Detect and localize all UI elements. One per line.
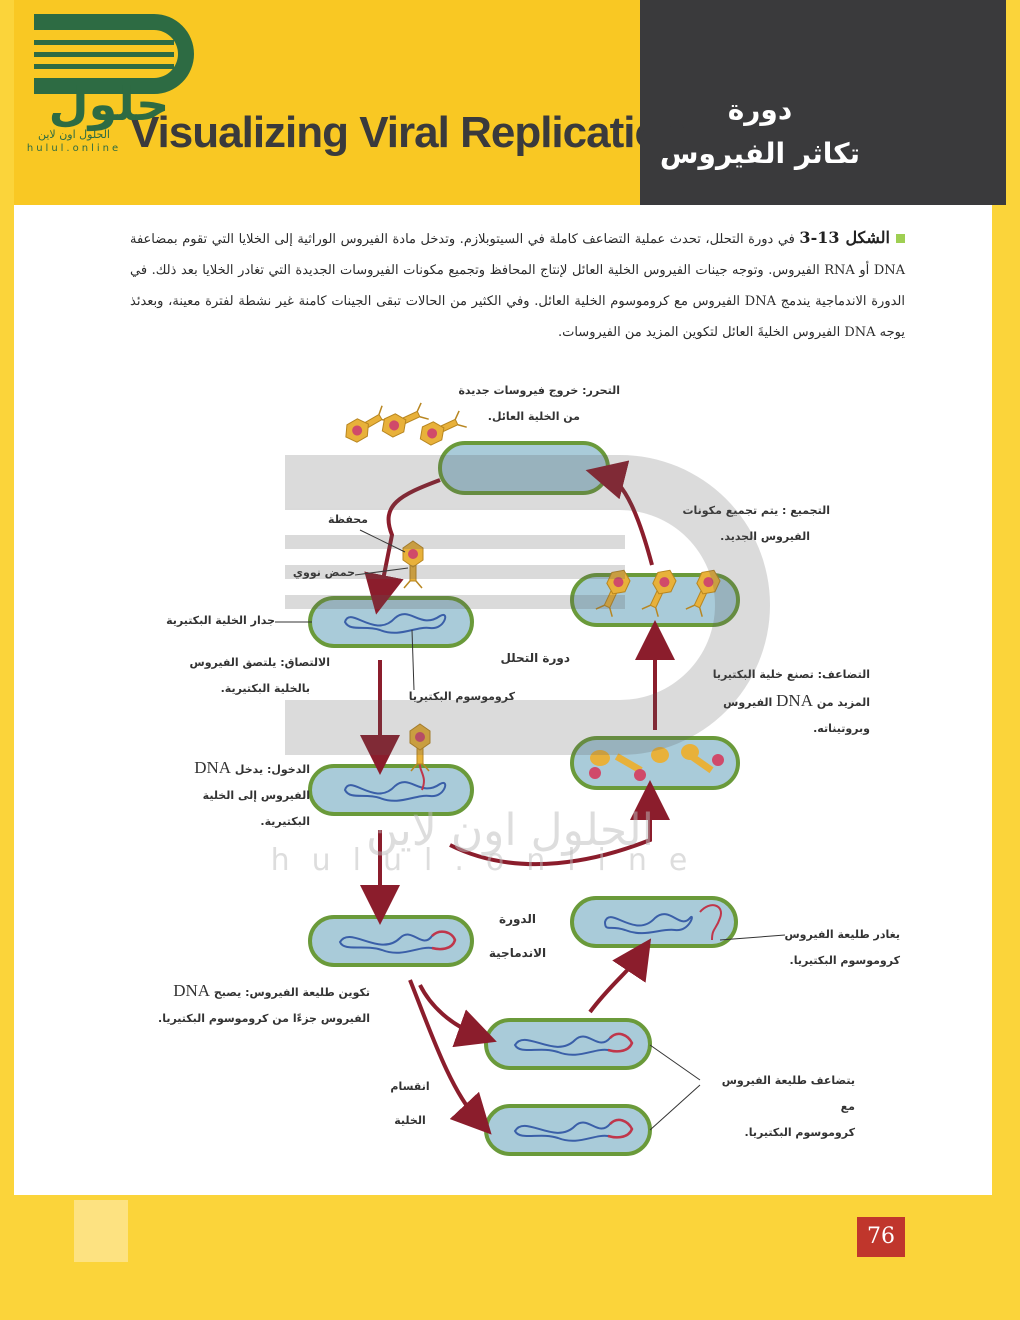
viral-part-1 xyxy=(590,750,610,766)
arrow-replicate-to-leave xyxy=(590,955,640,1012)
label-entry xyxy=(160,755,310,835)
pointer-prophage-rep-2 xyxy=(650,1085,700,1130)
label-prophage-form-line1 xyxy=(140,978,370,1006)
label-prophage-rep-line2: كروموسوم البكتيريا. xyxy=(744,1126,855,1139)
label-entry-dna: DNA xyxy=(194,758,232,777)
label-prophage-leave-line1: يغادر طليعة الفيروس xyxy=(784,928,900,941)
label-prophage-form-1a: تكوين طليعة الفيروس: يصبح xyxy=(213,986,370,999)
pointer-nucleic-acid xyxy=(355,568,408,575)
arrow-assembly-to-release xyxy=(605,475,652,565)
label-replication-line1: التضاعف: تصنع خلية البكتيريا xyxy=(712,668,870,681)
label-replication xyxy=(700,662,870,742)
label-prophage-rep-line1: يتضاعف طليعة الفيروس مع xyxy=(721,1074,855,1113)
label-cell-wall: جدار الخلية البكتيرية xyxy=(166,614,275,627)
cell-prophage-form xyxy=(310,917,472,965)
label-prophage-replicate xyxy=(705,1068,855,1146)
title-ar-line1: دورة xyxy=(727,93,793,126)
pointer-prophage-rep-1 xyxy=(650,1045,700,1080)
label-attach-line1: الالتصاق: يلتصق الفيروس xyxy=(189,656,330,669)
label-cell-division xyxy=(385,1070,435,1138)
logo-brand-en: hulul.online xyxy=(26,143,122,154)
label-prophage-form-dna: DNA xyxy=(173,981,211,1000)
title-ar-line2: تكاثر الفيروس xyxy=(659,137,861,170)
footer-logo-icon xyxy=(74,1200,128,1262)
label-attach-line2: بالخلية البكتيرية. xyxy=(220,682,310,695)
cell-release xyxy=(440,443,608,493)
phage-attaching xyxy=(403,541,423,588)
label-assembly-line2: الفيروس الجديد. xyxy=(720,530,810,543)
label-bacterial-chromosome: كروموسوم البكتيريا xyxy=(408,690,515,703)
label-entry-line2: الفيروس إلى الخلية البكتيرية. xyxy=(202,789,310,828)
caption-text: في دورة التحلل، تحدث عملية التضاعف كاملة في السيتوبلازم. وتدخل مادة الفيروس الوراثية إلى الخلايا التي تقوم بمضاعفة DNA أو RNA الفيروس. وتوجه جينات الفيروس الخلية العائل لإنتاج المحافظ وتجميع مكونات الفيروسات الجديدة التي تغادر الخلايا بعد ذلك. في الدورة الاندماجية يندمج DNA الفيروس مع كروموسوم الخلية العائل. وفي الكثير من الحالات تبقى الجينات كامنة غير نشطة لفترة معينة، وبعدئذ يوجه DNA الفيروس الخليةَ العائل لتكوين المزيد من الفيروسات. xyxy=(130,232,905,340)
label-lytic-cycle: دورة التحلل xyxy=(500,651,570,665)
label-prophage-leave-line2: كروموسوم البكتيريا. xyxy=(789,954,900,967)
logo-brand-sub-ar: الحلول اون لاين xyxy=(38,128,110,141)
label-entry-1a: الدخول: يدخل xyxy=(234,763,310,776)
label-prophage-leave xyxy=(765,922,900,974)
label-replication-line2 xyxy=(700,688,870,716)
footer-band xyxy=(14,1195,992,1320)
label-division-line1: انقسام xyxy=(390,1080,430,1093)
label-release xyxy=(440,378,620,430)
viral-part-4 xyxy=(651,747,669,763)
viral-part-8 xyxy=(712,754,724,766)
label-release-line2: من الخلية العائل. xyxy=(487,410,580,423)
pointer-capsid xyxy=(360,530,405,552)
label-assembly-line1: التجميع : يتم تجميع مكونات xyxy=(682,504,830,517)
label-nucleic-acid: حمض نووي xyxy=(292,566,355,579)
label-release-line1: التحرر: خروج فيروسات جديدة xyxy=(458,384,620,397)
label-lysogenic-line2: الاندماجية xyxy=(488,946,547,960)
page-number: 76 xyxy=(857,1217,905,1257)
watermark-brand-en: hulul.online xyxy=(270,843,710,878)
watermark-sub-ar: الحلول اون لاين xyxy=(366,805,654,856)
label-capsid: محفظة xyxy=(327,513,368,526)
label-prophage-form-line2: الفيروس جزءًا من كروموسوم البكتيريا. xyxy=(158,1012,370,1025)
logo-brand-ar: حلول xyxy=(48,77,170,131)
label-replication-line3: وبروتيناته. xyxy=(813,722,870,735)
label-replication-2b: الفيروس xyxy=(723,696,773,709)
label-replication-dna: DNA xyxy=(776,691,813,710)
viral-part-5 xyxy=(634,769,646,781)
label-lysogenic-cycle xyxy=(480,902,555,970)
page-title-english: Visualizing Viral Replication xyxy=(130,108,687,157)
viral-part-2 xyxy=(589,767,601,779)
label-replication-2a: المزيد من xyxy=(816,696,870,709)
label-prophage-form xyxy=(140,978,370,1032)
label-lysogenic-line1: الدورة xyxy=(498,912,536,926)
label-division-line2: الخلية xyxy=(394,1114,426,1127)
label-entry-line1 xyxy=(160,755,310,783)
arrow-entry-to-replication xyxy=(450,800,650,864)
figure-number: الشكل 13-3 xyxy=(799,228,890,247)
label-attachment xyxy=(170,650,330,702)
label-assembly xyxy=(665,498,830,550)
phage-entering xyxy=(410,724,430,771)
